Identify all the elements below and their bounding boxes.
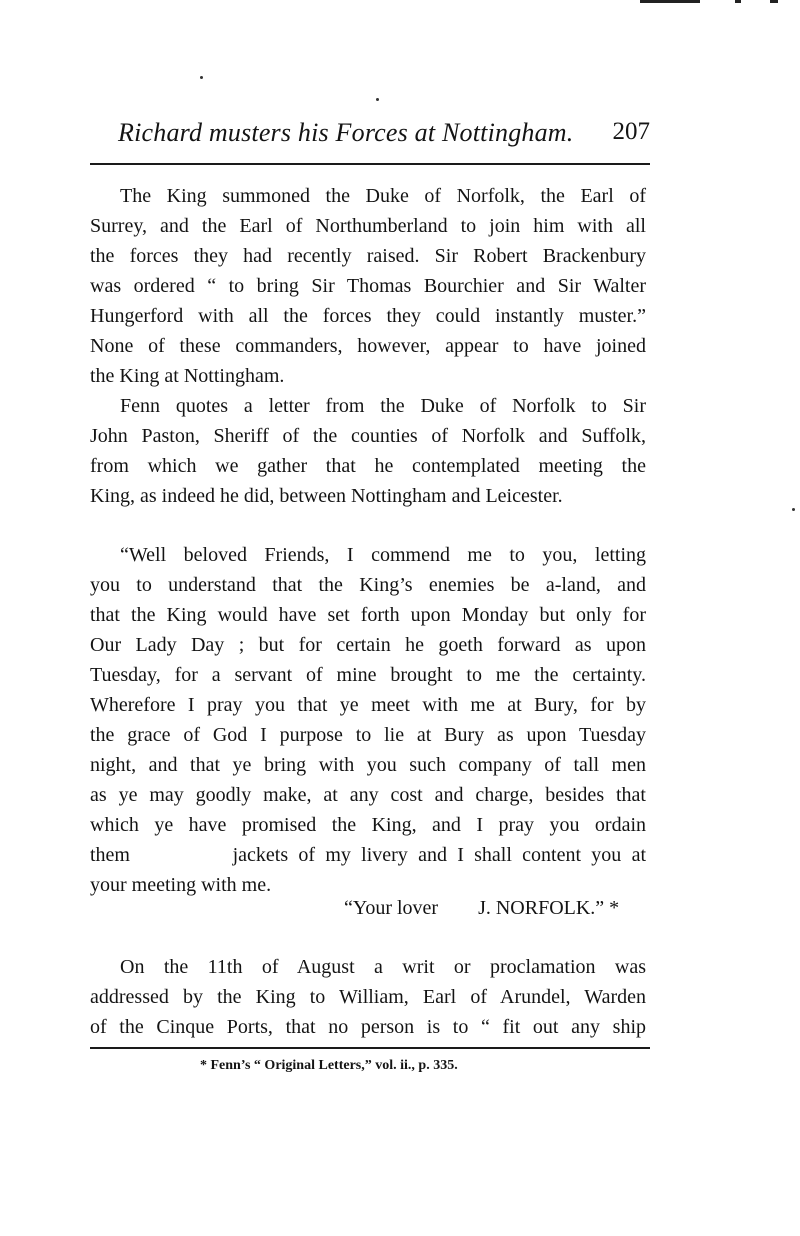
top-edge-mark (770, 0, 778, 3)
letter-line: Tuesday, for a servant of mine brought to me the certainty. (90, 664, 646, 686)
text-line: Surrey, and the Earl of Northumberland to join him with all (90, 215, 646, 237)
text-line: the King at Nottingham. (90, 365, 285, 387)
letter-line: Wherefore I pray you that ye meet with me at Bury, for by (90, 694, 646, 716)
text-line: None of these commanders, however, appear to have joined (90, 335, 646, 357)
letter-line: as ye may goodly make, at any cost and charge, besides that (90, 784, 646, 806)
letter-line: you to understand that the King’s enemies be a-land, and (90, 574, 646, 596)
letter-line: your meeting with me. (90, 874, 272, 896)
page-header (90, 118, 650, 154)
text-line: On the 11th of August a writ or proclamation was (120, 956, 646, 978)
top-edge-mark (735, 0, 741, 3)
text-line: addressed by the King to William, Earl of Arundel, Warden (90, 986, 646, 1008)
text-line: John Paston, Sheriff of the counties of Norfolk and Suffolk, (90, 425, 646, 447)
text-line: the forces they had recently raised. Sir Robert Brackenbury (90, 245, 646, 267)
letter-line: night, and that ye bring with you such company of tall men (90, 754, 646, 776)
letter-line: “Well beloved Friends, I commend me to you, letting (120, 544, 646, 566)
letter-line: that the King would have set forth upon Monday but only for (90, 604, 646, 626)
letter-line: them jackets of my livery and I shall content you at (90, 844, 646, 866)
print-speck (376, 98, 379, 101)
header-rule (90, 163, 650, 165)
top-edge-mark (640, 0, 700, 3)
text-line: The King summoned the Duke of Norfolk, the Earl of (120, 185, 646, 207)
page-number: 207 (612, 118, 650, 145)
text-line: Hungerford with all the forces they could instantly muster.” (90, 305, 646, 327)
letter-line: which ye have promised the King, and I pray you ordain (90, 814, 646, 836)
print-speck (200, 76, 203, 79)
running-title: Richard musters his Forces at Nottingham. (118, 118, 574, 147)
footnote-rule (90, 1047, 650, 1049)
letter-line: Our Lady Day ; but for certain he goeth forward as upon (90, 634, 646, 656)
text-line: Fenn quotes a letter from the Duke of Norfolk to Sir (120, 395, 646, 417)
footnote: * Fenn’s “ Original Letters,” vol. ii., p. 335. (200, 1058, 458, 1073)
text-line: from which we gather that he contemplated meeting the (90, 455, 646, 477)
text-line: of the Cinque Ports, that no person is to “ fit out any ship (90, 1016, 646, 1038)
letter-signature: “Your lover J. NORFOLK.” * (344, 897, 620, 919)
print-speck (792, 508, 795, 511)
text-line: was ordered “ to bring Sir Thomas Bourchier and Sir Walter (90, 275, 646, 297)
letter-line: the grace of God I purpose to lie at Bury as upon Tuesday (90, 724, 646, 746)
text-line: King, as indeed he did, between Nottingham and Leicester. (90, 485, 563, 507)
